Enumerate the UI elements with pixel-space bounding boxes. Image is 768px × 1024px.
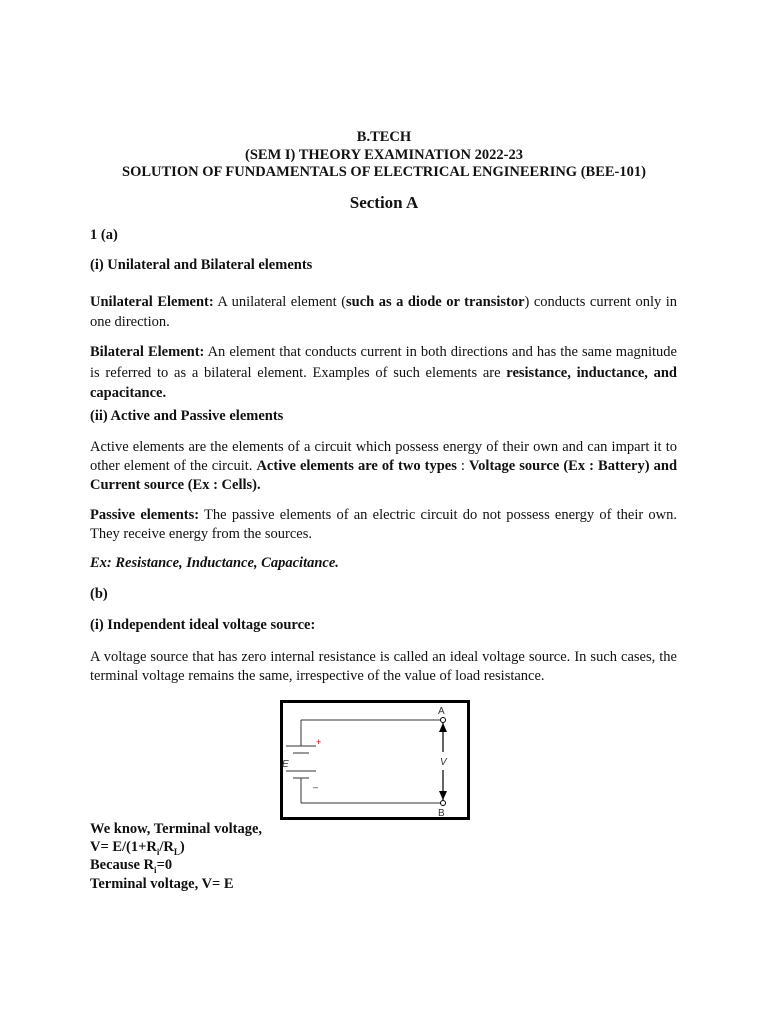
emf-label: E xyxy=(282,759,289,770)
bilateral-paragraph xyxy=(90,342,677,404)
header-line-3: SOLUTION OF FUNDAMENTALS OF ELECTRICAL ENGINEERING (BEE-101) xyxy=(122,164,646,180)
eq-because-pre: Because R xyxy=(90,857,155,873)
subheading-active-passive: (ii) Active and Passive elements xyxy=(90,408,284,424)
active-bold-1: Active elements are of two types xyxy=(256,458,457,474)
active-bold-2: Voltage source (Ex : Battery) and Current source (Ex : Cells). xyxy=(90,458,678,493)
unilateral-bold: such as a diode or transistor xyxy=(346,294,525,310)
plus-label: + xyxy=(316,737,322,747)
active-text-1: Active elements are the elements of a circuit which possess energy of their own and can impart it to other element of the circuit. xyxy=(90,439,677,474)
ideal-voltage-source-circuit xyxy=(280,700,470,820)
eq-v-mid: /R xyxy=(159,839,174,855)
bilateral-bold: resistance, inductance, and capacitance. xyxy=(90,364,677,401)
bilateral-label: Bilateral Element: xyxy=(90,344,205,360)
eq-because-post: =0 xyxy=(156,857,173,873)
active-paragraph xyxy=(90,438,677,495)
example-line: Ex: Resistance, Inductance, Capacitance. xyxy=(90,555,339,571)
header-line-1: B.TECH xyxy=(356,129,412,145)
eq-v-pre: V= E/(1+R xyxy=(90,839,157,855)
eq-v-post: ) xyxy=(179,839,185,855)
label-a: A xyxy=(438,706,445,717)
section-title: Section A xyxy=(349,193,419,212)
terminal-b xyxy=(441,801,446,806)
question-1a: 1 (a) xyxy=(90,227,118,243)
bilateral-text: An element that conducts current in both directions and has the same magnitude is referred to as a bilateral element. Examples of such elements are xyxy=(90,344,677,381)
eq-because-sub: i xyxy=(154,864,157,875)
unilateral-label: Unilateral Element: xyxy=(90,294,214,310)
minus-label: – xyxy=(313,782,319,792)
terminal-a xyxy=(441,718,446,723)
passive-paragraph xyxy=(90,506,677,544)
header-line-2: (SEM I) THEORY EXAMINATION 2022-23 xyxy=(245,147,523,163)
active-text-2: : xyxy=(456,458,470,474)
eq-line-1: We know, Terminal voltage, xyxy=(90,821,263,837)
passive-text: The passive elements of an electric circuit do not possess energy of their own. They receive energy from the sources. xyxy=(90,507,678,542)
label-v: V xyxy=(440,757,447,768)
eq-line-2 xyxy=(90,839,185,857)
question-1b: (b) xyxy=(90,586,108,602)
eq-v-sub-i: i xyxy=(156,846,160,857)
eq-line-4: Terminal voltage, V= E xyxy=(90,876,234,892)
unilateral-text-2: ) conducts current only in one direction. xyxy=(90,294,677,330)
unilateral-text-1: A unilateral element ( xyxy=(213,294,347,310)
unilateral-paragraph xyxy=(90,292,677,332)
ideal-source-paragraph: A voltage source that has zero internal resistance is called an ideal voltage source. In such cases, the terminal voltage remains the same, irrespective of the value of load resistance. xyxy=(90,649,677,684)
subheading-ideal-voltage-source: (i) Independent ideal voltage source: xyxy=(90,617,316,633)
passive-label: Passive elements: xyxy=(90,507,200,523)
label-b: B xyxy=(438,808,445,819)
subheading-unilateral-bilateral: (i) Unilateral and Bilateral elements xyxy=(90,257,313,273)
eq-v-sub-l: L xyxy=(173,846,180,857)
eq-line-3 xyxy=(90,857,172,875)
